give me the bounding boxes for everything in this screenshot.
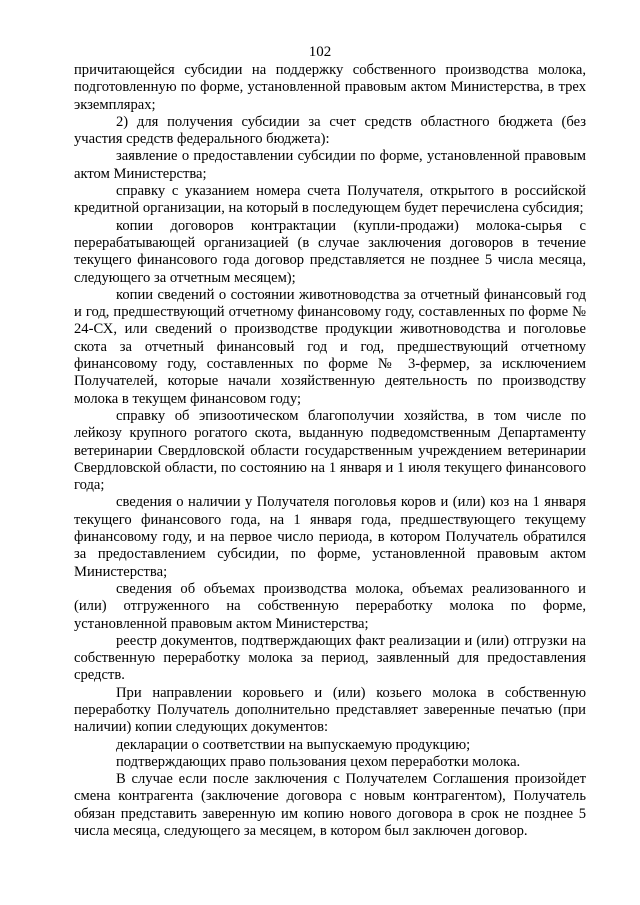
paragraph-2: 2) для получения субсидии за счет средств областного бюджета (без участия средств федерального бюджета): xyxy=(74,113,586,148)
paragraph-7: справку об эпизоотическом благополучии хозяйства, в том числе по лейкозу крупного рогатого скота, выданную подведомственным Департаменту ветеринарии Свердловской области государственным учреждением ветеринарии Свердловской области, по состоянию на 1 января и 1 июля текущего финансового года; xyxy=(74,407,586,494)
paragraph-11: При направлении коровьего и (или) козьего молока в собственную переработку Получатель дополнительно представляет заверенные печатью (при наличии) копии следующих документов: xyxy=(74,684,586,736)
paragraph-14: В случае если после заключения с Получателем Соглашения произойдет смена контрагента (заключение договора с новым контрагентом), Получатель обязан представить заверенную им копию нового договора в срок не позднее 5 числа месяца, следующего за месяцем, в котором был заключен договор. xyxy=(74,771,586,840)
paragraph-8: сведения о наличии у Получателя поголовья коров и (или) коз на 1 января текущего финансового года, на 1 января года, предшествующего текущему финансовому году, и на первое число периода, в котором Получатель обратился за предоставлением субсидии, по форме, установленной правовым актом Министерства; xyxy=(74,494,586,580)
paragraph-4: справку с указанием номера счета Получателя, открытого в российской кредитной организации, на который в последующем будет перечислена субсидия; xyxy=(74,183,586,217)
paragraph-10: реестр документов, подтверждающих факт реализации и (или) отгрузки на собственную переработку молока за период, заявленный для предоставления средств. xyxy=(74,632,586,684)
paragraph-9: сведения об объемах производства молока, объемах реализованного и (или) отгруженного на собственную переработку молока по форме, установленной правовым актом Министерства; xyxy=(74,580,586,632)
document-body xyxy=(74,62,586,840)
paragraph-13: подтверждающих право пользования цехом переработки молока. xyxy=(116,753,521,770)
paragraph-6: копии сведений о состоянии животноводства за отчетный финансовый год и год, предшествующий отчетному финансовому году, составленных по форме № 24-СХ, или сведений о производстве продукции животноводства и поголовье скота за отчетный финансовый год и год, предшествующий отчетному финансовому году, составленных по форме № 3-фермер, за исключением Получателей, которые начали хозяйственную деятельность по производству молока в текущем финансовом году; xyxy=(74,286,586,407)
paragraph-3: заявление о предоставлении субсидии по форме, установленной правовым актом Министерства; xyxy=(74,148,586,182)
paragraph-5: копии договоров контрактации (купли-продажи) молока-сырья с перерабатывающей организацией (в случае заключения договоров в течение текущего финансового года договор представляется не позднее 5 числа месяца, следующего за отчетным месяцем); xyxy=(74,217,586,286)
paragraph-12: декларации о соответствии на выпускаемую продукцию; xyxy=(116,736,471,753)
paragraph-1: причитающейся субсидии на поддержку собственного производства молока, подготовленную по форме, установленной правовым актом Министерства, в трех экземплярах; xyxy=(74,62,586,113)
page-number: 102 xyxy=(308,44,332,60)
